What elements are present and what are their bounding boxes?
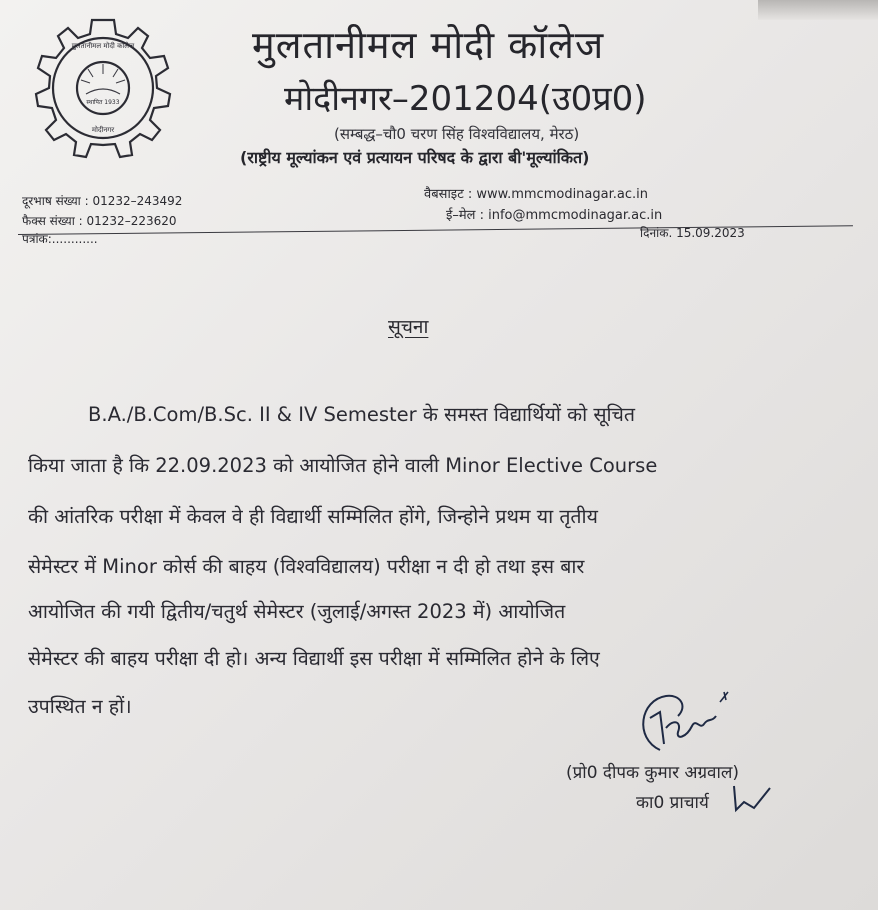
college-logo-icon — [22, 14, 184, 159]
signatory-name: (प्रो0 दीपक कुमार अग्रवाल) — [566, 763, 740, 783]
reference-number: पत्रांक:............ — [22, 232, 98, 246]
signatory-designation: का0 प्राचार्य — [636, 793, 709, 813]
naac-accreditation-line: (राष्ट्रीय मूल्यांकन एवं प्रत्यायन परिषद के द्वारा बी'मूल्यांकित) — [240, 148, 590, 167]
notice-date: दिनांक. 15.09.2023 — [640, 226, 745, 240]
website: वैबसाइट : www.mmcmodinagar.ac.in — [424, 187, 648, 202]
notice-title: सूचना — [388, 316, 429, 338]
phone-number: दूरभाष संख्या : 01232–243492 — [22, 194, 183, 208]
fax-number: फैक्स संख्या : 01232–223620 — [22, 214, 177, 228]
svg-text:मोदीनगर: मोदीनगर — [91, 126, 115, 134]
college-name: मुलतानीमल मोदी कॉलेज — [252, 23, 605, 67]
notice-line: B.A./B.Com/B.Sc. II & IV Semester के समस्त विद्यार्थियों को सूचित — [88, 403, 636, 426]
affiliation-line: (सम्बद्ध–चौ0 चरण सिंह विश्वविद्यालय, मेरठ) — [334, 125, 580, 143]
notice-line: आयोजित की गयी द्वितीय/चतुर्थ सेमेस्टर (जुलाई/अगस्त 2023 में) आयोजित — [28, 600, 566, 623]
notice-line: की आंतरिक परीक्षा में केवल वे ही विद्यार्थी सम्मिलित होंगे, जिन्होने प्रथम या तृतीय — [28, 505, 598, 528]
svg-text:स्थापित 1933: स्थापित 1933 — [86, 99, 120, 106]
notice-line: सेमेस्टर में Minor कोर्स की बाहय (विश्वविद्यालय) परीक्षा न दी हो तथा इस बार — [28, 555, 585, 578]
checkmark-icon — [724, 776, 774, 816]
college-city: मोदीनगर–201204(उ0प्र0) — [284, 79, 647, 119]
email: ई–मेल : info@mmcmodinagar.ac.in — [446, 208, 663, 223]
page-edge-shadow — [758, 0, 878, 20]
notice-line: किया जाता है कि 22.09.2023 को आयोजित होने वाली Minor Elective Course — [28, 454, 658, 477]
svg-text:मुलतानीमल मोदी कॉलेज: मुलतानीमल मोदी कॉलेज — [71, 42, 135, 50]
notice-line: सेमेस्टर की बाहय परीक्षा दी हो। अन्य विद्यार्थी इस परीक्षा में सम्मिलित होने के लिए — [28, 647, 600, 670]
signature-icon — [630, 688, 740, 768]
notice-line: उपस्थित न हों। — [28, 695, 132, 718]
